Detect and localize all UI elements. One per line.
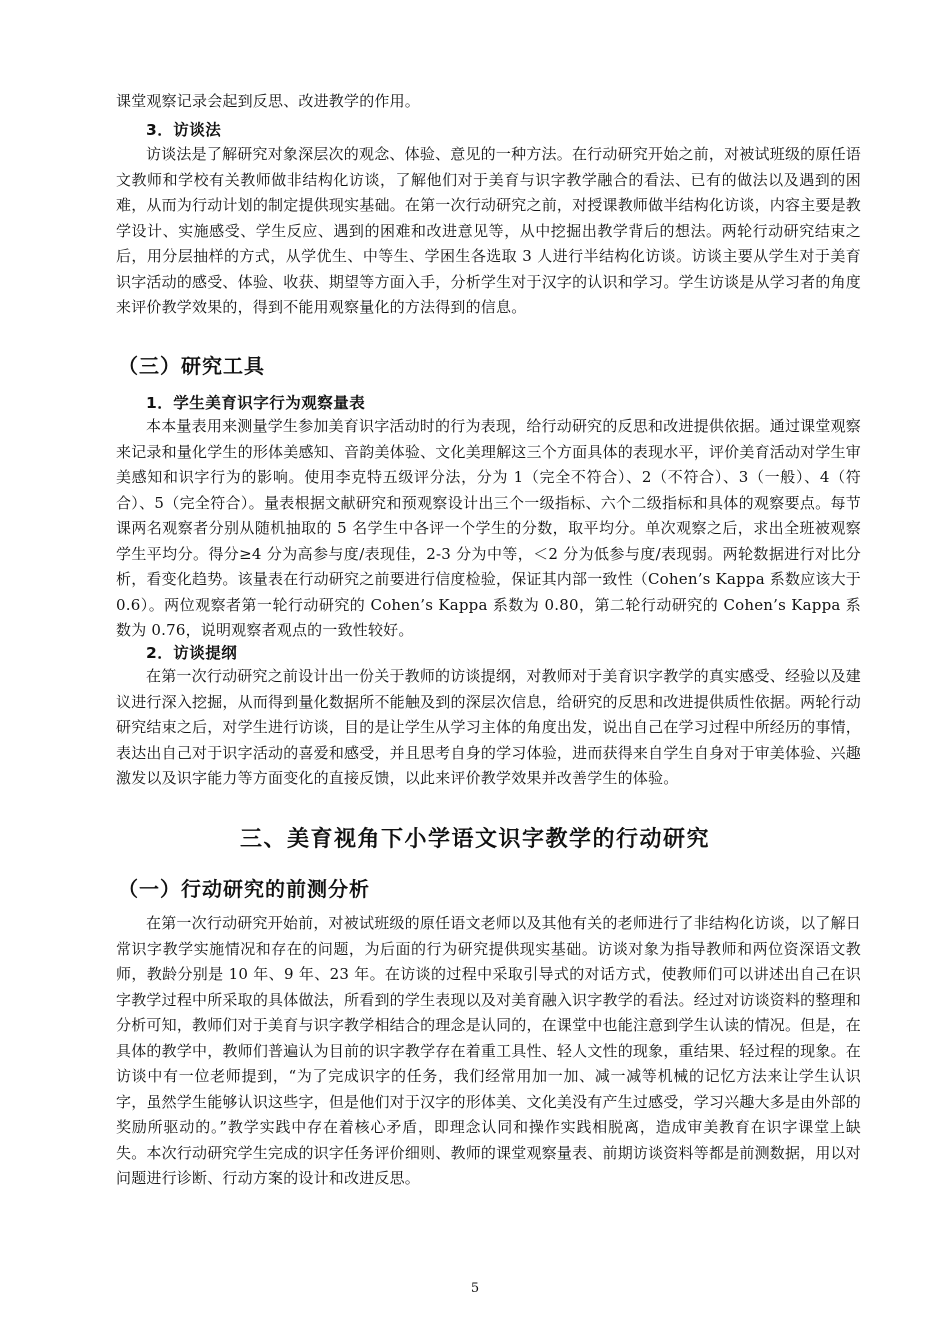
heading-observation-scale: 1．学生美育识字行为观察量表 bbox=[146, 394, 366, 412]
heading-interview-method: 3．访谈法 bbox=[146, 121, 222, 139]
heading-interview-outline: 2．访谈提纲 bbox=[146, 644, 238, 662]
paragraph-pretest-analysis: 在第一次行动研究开始前，对被试班级的原任语文老师以及其他有关的老师进行了非结构化访谈，以了解日常识字教学实施情况和存在的问题，为后面的行为研究提供现实基础。访谈对象为指导教师和两位资深语文教师，教龄分别是 10 年、9 年、23 年。在访谈的过程中采取引导式的对话方式，使教师们可以讲述出自己在识字教学过程中所采取的具体做法，所看到的学生表现以及对美育融入识字教学的看法。经过对访谈资料的整理和分析可知，教师们对于美育与识字教学相结合的理念是认同的，在课堂中也能注意到学生认读的情况。但是，在具体的教学中，教师们普遍认为目前的识字教学存在着重工具性、轻人文性的现象，重结果、轻过程的现象。在访谈中有一位老师提到，“为了完成识字的任务，我们经常用加一加、减一减等机械的记忆方法来让学生认识字，虽然学生能够认识这些字，但是他们对于汉字的形体美、文化美没有产生过感受，学习兴趣大多是由外部的奖励所驱动的。”教学实践中存在着核心矛盾，即理念认同和操作实践相脱离，造成审美教育在识字课堂上缺失。本次行动研究学生完成的识字任务评价细则、教师的课堂观察量表、前期访谈资料等都是前测数据，用以对问题进行诊断、行动方案的设计和改进反思。 bbox=[116, 914, 861, 1187]
paragraph-observation-scale: 本本量表用来测量学生参加美育识字活动时的行为表现，给行动研究的反思和改进提供依据。通过课堂观察来记录和量化学生的形体美感知、音韵美体验、文化美理解这三个方面具体的表现水平，评价美育活动对学生审美感知和识字行为的影响。使用李克特五级评分法，分为 1（完全不符合）、2（不符合）、3（一般）、4（符合）、5（完全符合）。量表根据文献研究和预观察设计出三个一级指标、六个二级指标和具体的观察要点。每节课两名观察者分别从随机抽取的 5 名学生中各评一个学生的分数，取平均分。单次观察之后，求出全班被观察学生平均分。得分≥4 分为高参与度/表现佳，2-3 分为中等，＜2 分为低参与度/表现弱。两轮数据进行对比分析，看变化趋势。该量表在行动研究之前要进行信度检验，保证其内部一致性（Cohen’s Kappa 系数应该大于 0.6）。两位观察者第一轮行动研究的 Cohen’s Kappa 系数为 0.80，第二轮行动研究的 Cohen’s Kappa 系数为 0.76，说明观察者观点的一致性较好。 bbox=[116, 417, 862, 639]
heading-research-tools: （三）研究工具 bbox=[118, 354, 265, 378]
page-number: 5 bbox=[470, 1281, 480, 1296]
paragraph-interview-outline: 在第一次行动研究之前设计出一份关于教师的访谈提纲，对教师对于美育识字教学的真实感受、经验以及建议进行深入挖掘，从而得到量化数据所不能触及到的深层次信息，给研究的反思和改进提供质性依据。两轮行动研究结束之后，对学生进行访谈，目的是让学生从学习主体的角度出发，说出自己在学习过程中所经历的事情，表达出自己对于识字活动的喜爱和感受，并且思考自身的学习体验，进而获得来自学生自身对于审美体验、兴趣激发以及识字能力等方面变化的直接反馈，以此来评价教学效果并改善学生的体验。 bbox=[116, 667, 861, 787]
paragraph-interview-method: 访谈法是了解研究对象深层次的观念、体验、意见的一种方法。在行动研究开始之前，对被试班级的原任语文教师和学校有关教师做非结构化访谈，了解他们对于美育与识字教学融合的看法、已有的做法以及遇到的困难，从而为行动计划的制定提供现实基础。在第一次行动研究之前，对授课教师做半结构化访谈，内容主要是教学设计、实施感受、学生反应、遇到的困难和改进意见等，从中挖掘出教学背后的想法。两轮行动研究结束之后，用分层抽样的方式，从学优生、中等生、学困生各选取 3 人进行半结构化访谈。访谈主要从学生对于美育识字活动的感受、体验、收获、期望等方面入手，分析学生对于汉字的认识和学习。学生访谈是从学习者的角度来评价教学效果的，得到不能用观察量化的方法得到的信息。 bbox=[116, 145, 861, 316]
chapter-title-action-research: 三、美育视角下小学语文识字教学的行动研究 bbox=[239, 827, 710, 852]
heading-pretest-analysis: （一）行动研究的前测分析 bbox=[118, 877, 370, 901]
paragraph-classroom-observation-end: 课堂观察记录会起到反思、改进教学的作用。 bbox=[116, 92, 421, 110]
